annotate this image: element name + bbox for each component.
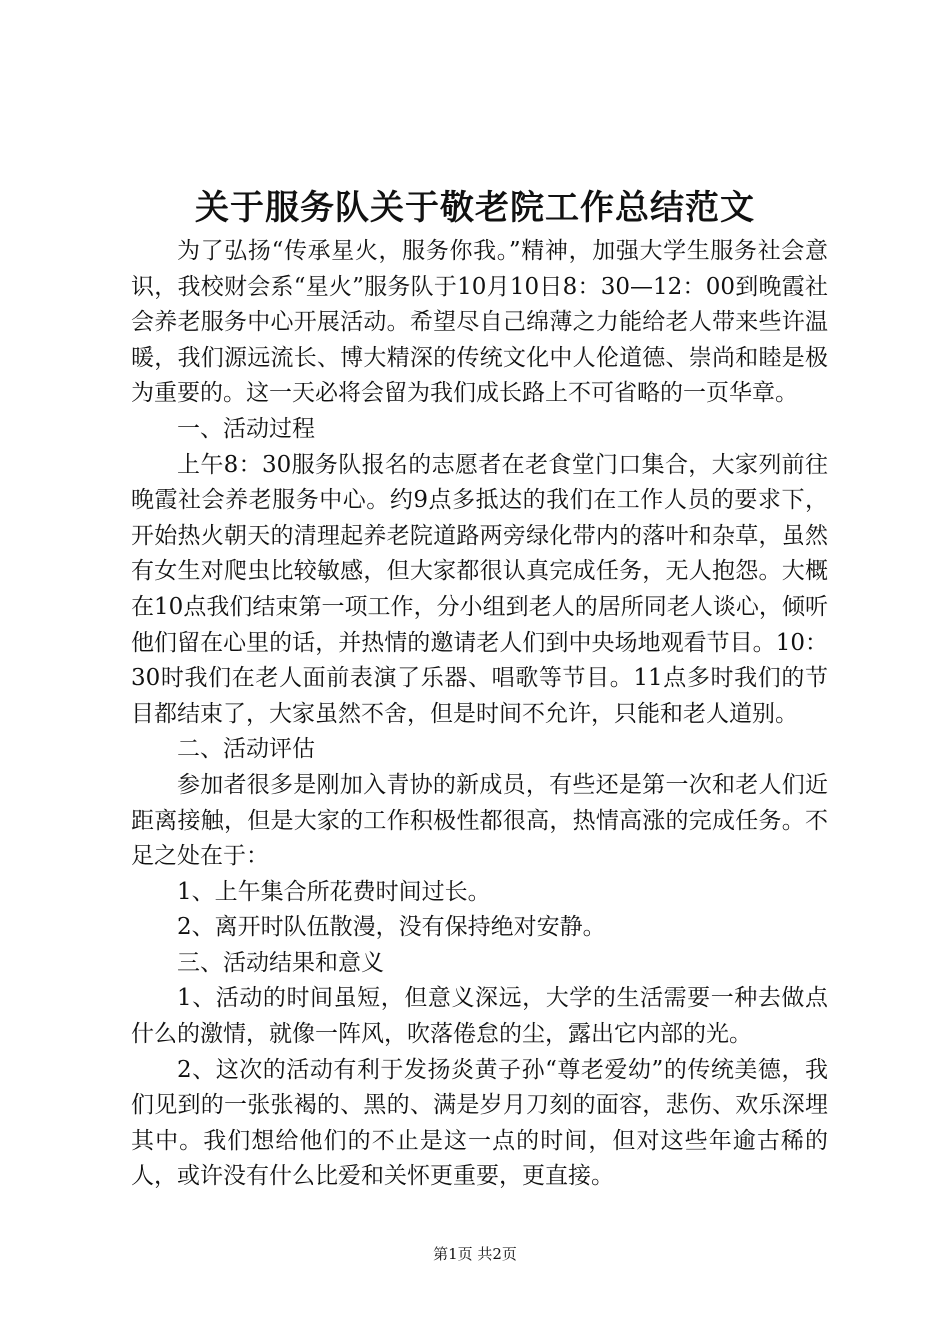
page-number-footer: 第1页 共2页 [433,1245,517,1263]
section-heading-results: 三、活动结果和意义 [177,949,384,976]
shortcoming-item-2: 2、离开时队伍散漫，没有保持绝对安静。 [177,914,606,941]
result-item-2: 2、这次的活动有利于发扬炎黄子孙“尊老爱幼”的传统美德，我们见到的一张张褐的、黑的、满是岁月刀刻的面容，悲伤、欢乐深埋其中。我们想给他们的不止是这一点的时间，但对这些年逾古稀的人，或许没有什么比爱和关怀更重要，更直接。 [131,1056,828,1190]
intro-paragraph: 为了弘扬“传承星火，服务你我。”精神，加强大学生服务社会意识，我校财会系“星火”服务队于10月10日8：30—12：00到晚霞社会养老服务中心开展活动。希望尽自己绵薄之力能给老人带来些许温暖，我们源远流长、博大精深的传统文化中人伦道德、崇尚和睦是极为重要的。这一天必将会留为我们成长路上不可省略的一页华章。 [131,238,828,407]
section-heading-process: 一、活动过程 [177,415,315,442]
document-title: 关于服务队关于敬老院工作总结范文 [195,188,755,228]
document-body [131,234,828,1195]
result-item-1: 1、活动的时间虽短，但意义深远，大学的生活需要一种去做点什么的激情，就像一阵风，吹落倦怠的尘，露出它内部的光。 [131,985,828,1048]
evaluation-paragraph: 参加者很多是刚加入青协的新成员，有些还是第一次和老人们近距离接触，但是大家的工作积极性都很高，热情高涨的完成任务。不足之处在于： [131,771,828,870]
process-paragraph: 上午8：30服务队报名的志愿者在老食堂门口集合，大家列前往晚霞社会养老服务中心。约9点多抵达的我们在工作人员的要求下，开始热火朝天的清理起养老院道路两旁绿化带内的落叶和杂草，虽然有女生对爬虫比较敏感，但大家都很认真完成任务，无人抱怨。大概在10点我们结束第一项工作，分小组到老人的居所同老人谈心，倾听他们留在心里的话，并热情的邀请老人们到中央场地观看节目。10：30时我们在老人面前表演了乐器、唱歌等节目。11点多时我们的节目都结束了，大家虽然不舍，但是时间不允许，只能和老人道别。 [131,451,828,727]
shortcoming-item-1: 1、上午集合所花费时间过长。 [177,878,491,905]
section-heading-evaluation: 二、活动评估 [177,736,315,763]
